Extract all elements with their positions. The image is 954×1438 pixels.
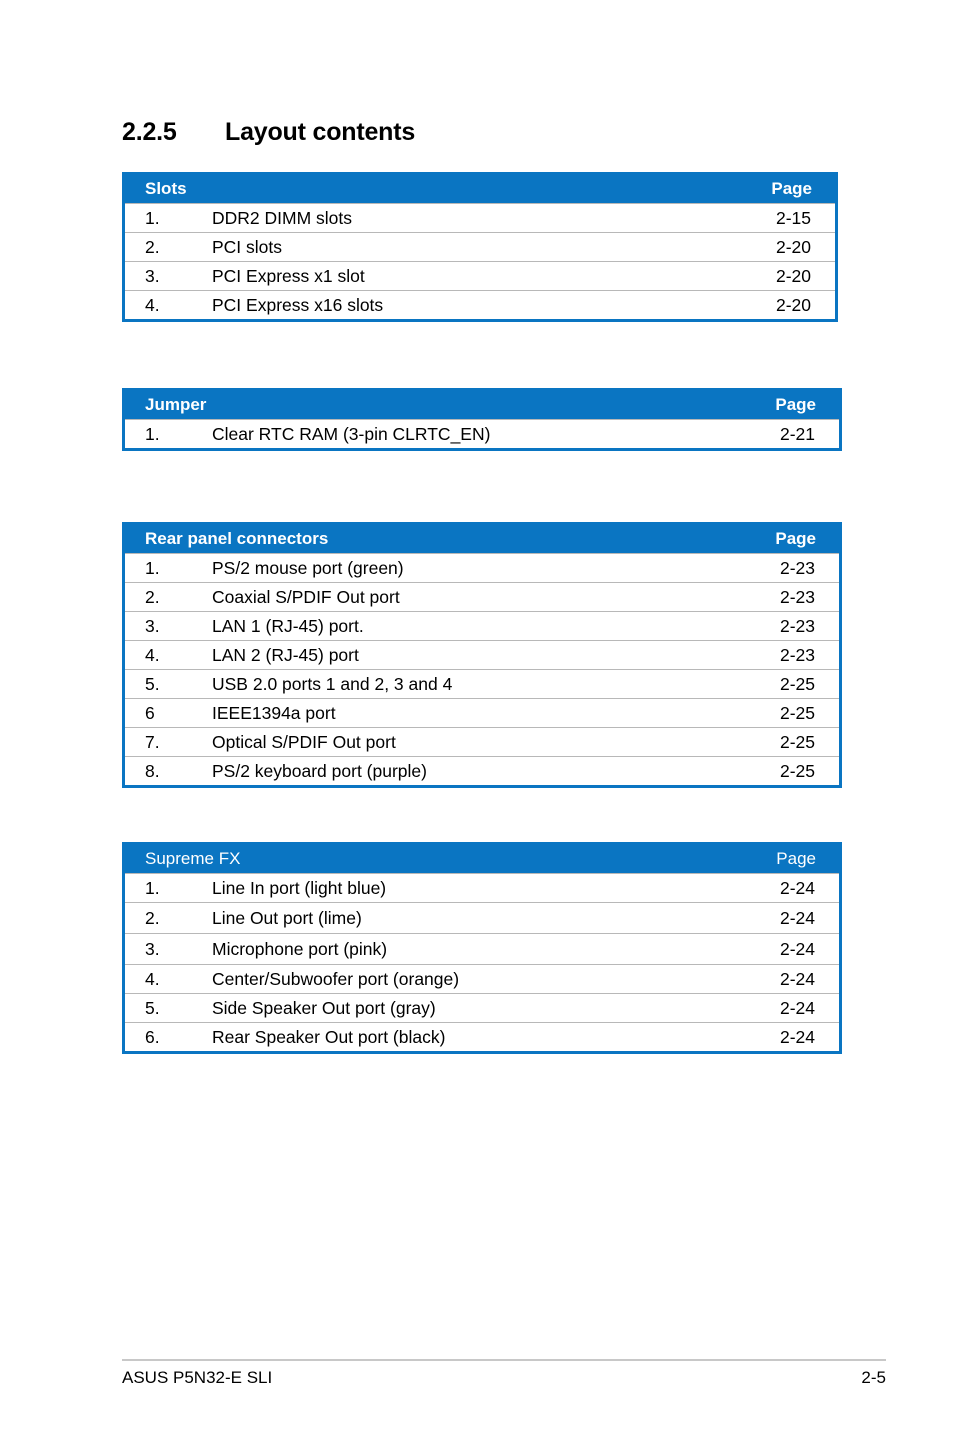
row-number: 8.: [145, 760, 160, 781]
table-row: [125, 290, 835, 319]
row-item: Center/Subwoofer port (orange): [212, 968, 460, 989]
row-number: 3.: [145, 265, 160, 286]
table-row: [125, 203, 835, 232]
table-row: [125, 232, 835, 261]
row-page: 2-23: [779, 557, 815, 578]
table-row: [125, 756, 839, 785]
supreme-fx-table: [122, 842, 842, 1054]
header-label: Slots: [145, 179, 187, 198]
row-number: 2.: [145, 907, 160, 928]
row-number: 1.: [145, 207, 160, 228]
table-row: [125, 640, 839, 669]
table-row: [125, 964, 839, 993]
section-heading: [122, 118, 415, 147]
footer-page-number: 2-5: [861, 1368, 886, 1387]
row-number: 2.: [145, 236, 160, 257]
jumper-table: [122, 388, 842, 451]
supreme-fx-table-header: [125, 845, 839, 873]
header-page-label: Page: [771, 179, 812, 198]
row-page: 2-23: [779, 644, 815, 665]
table-row: [125, 933, 839, 964]
row-item: Coaxial S/PDIF Out port: [212, 586, 400, 607]
section-title: Layout contents: [225, 118, 416, 146]
row-item: Optical S/PDIF Out port: [212, 731, 396, 752]
row-page: 2-23: [779, 586, 815, 607]
row-number: 6.: [145, 1026, 160, 1047]
row-item: IEEE1394a port: [212, 702, 336, 723]
table-row: [125, 261, 835, 290]
row-item: LAN 1 (RJ-45) port.: [212, 615, 364, 636]
row-item: PCI slots: [212, 236, 283, 257]
row-number: 4.: [145, 968, 160, 989]
row-number: 4.: [145, 294, 160, 315]
row-item: USB 2.0 ports 1 and 2, 3 and 4: [212, 673, 453, 694]
table-row: [125, 727, 839, 756]
row-number: 1.: [145, 557, 160, 578]
row-number: 4.: [145, 644, 160, 665]
row-number: 5.: [145, 997, 160, 1018]
row-page: 2-20: [775, 294, 811, 315]
row-page: 2-24: [779, 1026, 815, 1047]
slots-table: [122, 172, 838, 322]
row-item: PCI Express x16 slots: [212, 294, 384, 315]
row-page: 2-24: [779, 877, 815, 898]
header-label: Supreme FX: [145, 849, 241, 868]
table-row: [125, 582, 839, 611]
row-page: 2-25: [779, 760, 815, 781]
header-page-label: Page: [775, 529, 816, 548]
row-page: 2-24: [779, 907, 815, 928]
row-item: LAN 2 (RJ-45) port: [212, 644, 359, 665]
table-row: [125, 873, 839, 902]
header-page-label: Page: [776, 849, 816, 868]
row-number: 2.: [145, 586, 160, 607]
row-number: 3.: [145, 615, 160, 636]
row-page: 2-20: [775, 265, 811, 286]
row-page: 2-23: [779, 615, 815, 636]
row-item: Microphone port (pink): [212, 938, 388, 959]
slots-table-header: [125, 175, 835, 203]
row-number: 6: [145, 702, 155, 723]
row-page: 2-21: [779, 423, 815, 444]
footer-divider: [122, 1359, 886, 1361]
row-number: 1.: [145, 423, 160, 444]
row-page: 2-20: [775, 236, 811, 257]
row-item: Line Out port (lime): [212, 907, 362, 928]
row-item: PCI Express x1 slot: [212, 265, 365, 286]
row-number: 3.: [145, 938, 160, 959]
row-page: 2-25: [779, 702, 815, 723]
table-row: [125, 419, 839, 448]
row-item: Line In port (light blue): [212, 877, 387, 898]
rear-panel-table-header: [125, 525, 839, 553]
row-page: 2-24: [779, 968, 815, 989]
row-page: 2-25: [779, 731, 815, 752]
row-number: 7.: [145, 731, 160, 752]
table-row: [125, 669, 839, 698]
row-page: 2-24: [779, 997, 815, 1018]
row-number: 5.: [145, 673, 160, 694]
row-page: 2-24: [779, 938, 815, 959]
table-row: [125, 553, 839, 582]
row-item: Side Speaker Out port (gray): [212, 997, 436, 1018]
footer-product-name: ASUS P5N32-E SLI: [122, 1368, 273, 1387]
row-item: PS/2 keyboard port (purple): [212, 760, 427, 781]
row-item: DDR2 DIMM slots: [212, 207, 353, 228]
header-page-label: Page: [775, 395, 816, 414]
row-number: 1.: [145, 877, 160, 898]
jumper-table-header: [125, 391, 839, 419]
row-page: 2-15: [775, 207, 811, 228]
row-page: 2-25: [779, 673, 815, 694]
table-row: [125, 902, 839, 933]
table-row: [125, 993, 839, 1022]
row-item: Rear Speaker Out port (black): [212, 1026, 446, 1047]
header-label: Rear panel connectors: [145, 529, 329, 548]
section-number: 2.2.5: [122, 118, 177, 146]
table-row: [125, 698, 839, 727]
row-item: PS/2 mouse port (green): [212, 557, 404, 578]
header-label: Jumper: [145, 395, 207, 414]
table-row: [125, 1022, 839, 1051]
table-row: [125, 611, 839, 640]
row-item: Clear RTC RAM (3-pin CLRTC_EN): [212, 423, 491, 444]
rear-panel-table: [122, 522, 842, 788]
